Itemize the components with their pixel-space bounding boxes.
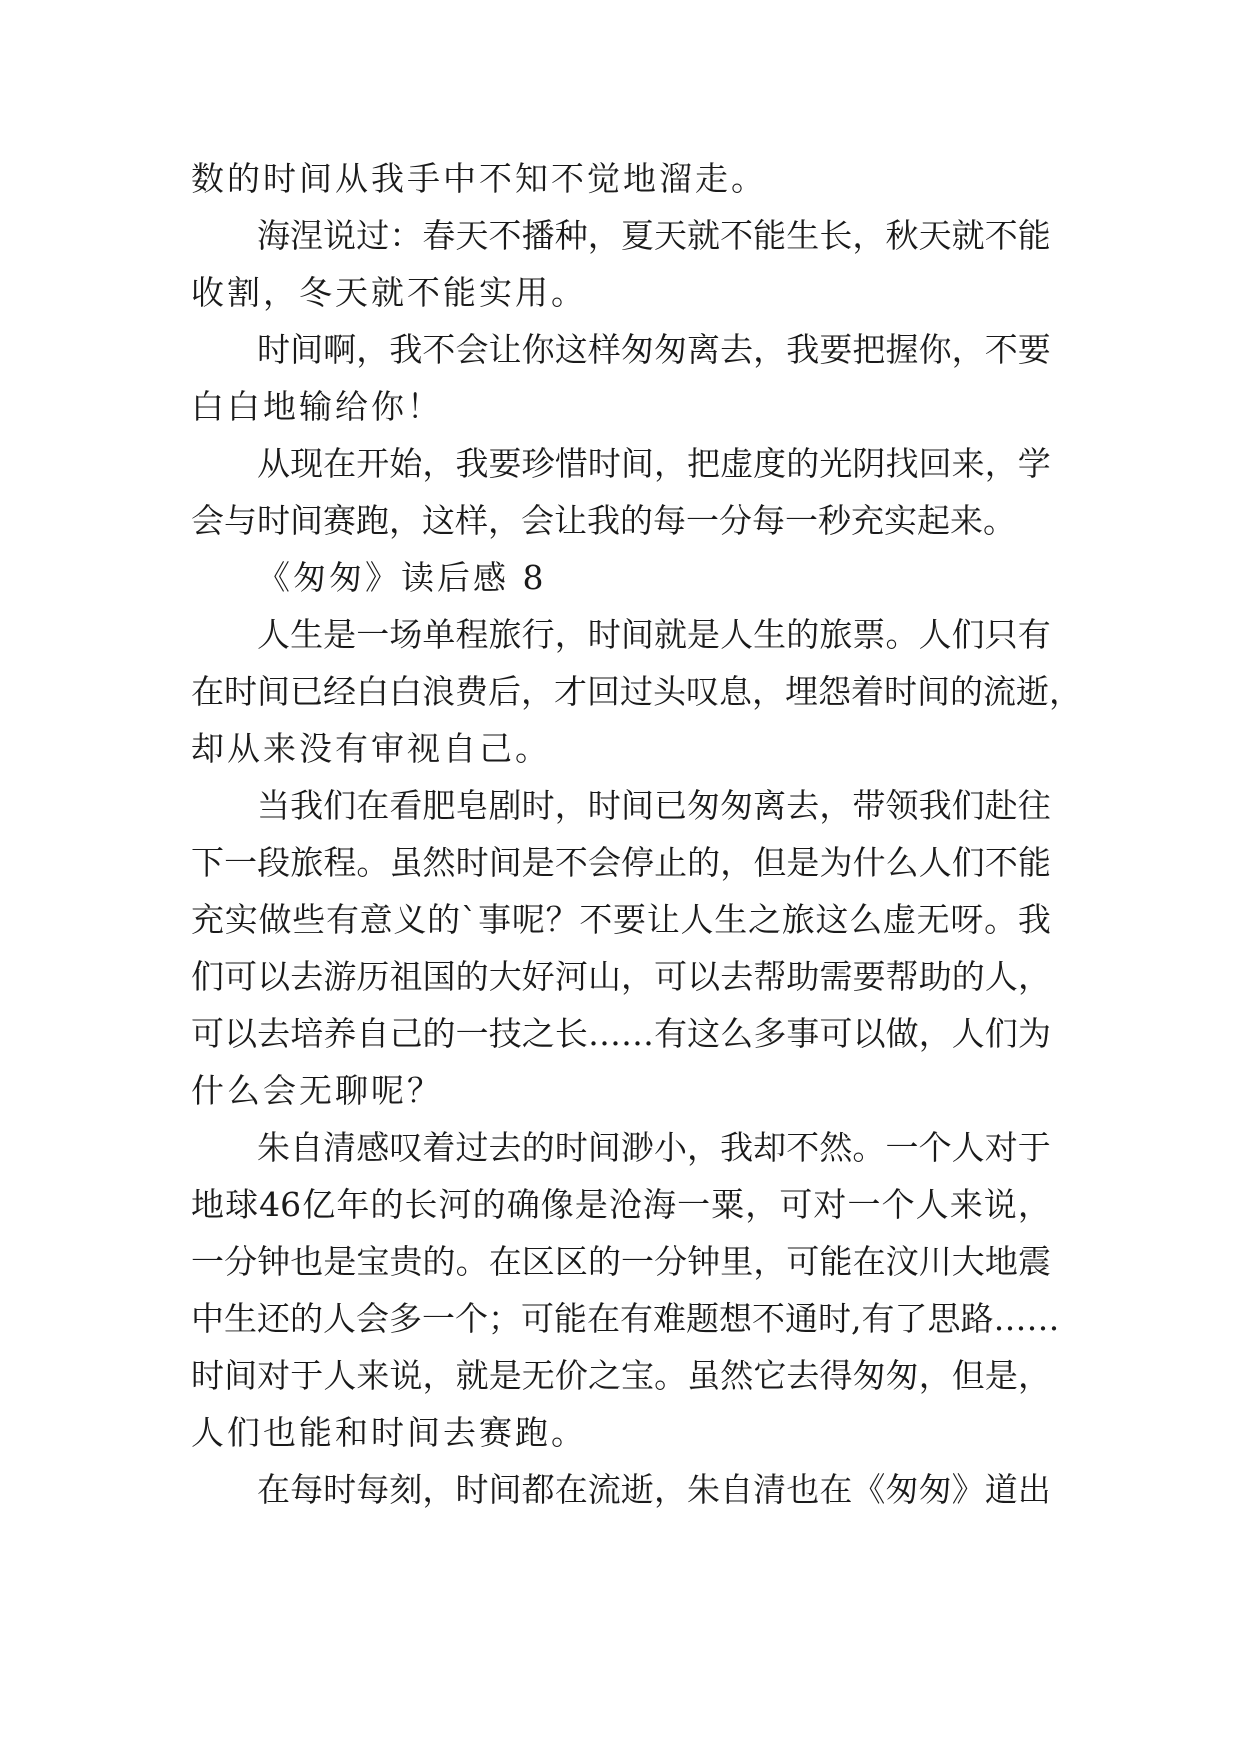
text-line: 收割，冬天就不能实用。 [191,273,587,312]
text-line: 当 我 们 在 看 肥 皂 剧 时 ， 时 间 已 匆 匆 离 去 ， 带 领 我 们 赴 往 [257,786,1051,825]
text-line: 充 实 做 些 有 意 义 的 ` 事 呢 ？ 不 要 让 人 生 之 旅 这 么 虚 无 呀 。 我 [191,900,1051,939]
text-line: 中 生 还 的 人 会 多 一 个 ； 可 能 在 有 难 题 想 不 通 时 , 有 了 思 路 … … [191,1299,1060,1338]
text-line: 海 涅 说 过 ： 春 天 不 播 种 ， 夏 天 就 不 能 生 长 ， 秋 天 就 不 能 [257,216,1051,255]
text-line: 从 现 在 开 始 ， 我 要 珍 惜 时 间 ， 把 虚 度 的 光 阴 找 回 来 ， 学 [257,444,1051,483]
section-heading: 《匆匆》读后感 8 [257,558,547,597]
text-line: 们 可 以 去 游 历 祖 国 的 大 好 河 山 ， 可 以 去 帮 助 需 要 帮 助 的 人 ， [191,957,1051,996]
text-line: 人 生 是 一 场 单 程 旅 行 ， 时 间 就 是 人 生 的 旅 票 。 人 们 只 有 [257,615,1051,654]
text-line: 在 时 间 已 经 白 白 浪 费 后 ， 才 回 过 头 叹 息 ， 埋 怨 着 时 间 的 流 逝 ， [191,672,1082,711]
text-line: 数的时间从我手中不知不觉地溜走。 [191,159,767,198]
text-line: 时 间 啊 ， 我 不 会 让 你 这 样 匆 匆 离 去 ， 我 要 把 握 你 ， 不 要 [257,330,1051,369]
text-line: 人们也能和时间去赛跑。 [191,1413,587,1452]
text-line: 在 每 时 每 刻 ， 时 间 都 在 流 逝 ， 朱 自 清 也 在 《 匆 匆 》 道 出 [257,1470,1051,1509]
text-line: 下 一 段 旅 程 。 虽 然 时 间 是 不 会 停 止 的 ， 但 是 为 什 么 人 们 不 能 [191,843,1051,882]
body-text [191,150,1082,1518]
text-line: 一 分 钟 也 是 宝 贵 的 。 在 区 区 的 一 分 钟 里 ， 可 能 在 汶 川 大 地 震 [191,1242,1051,1281]
text-line: 却从来没有审视自己。 [191,729,551,768]
text-line: 地 球 46 亿 年 的 长 河 的 确 像 是 沧 海 一 粟 ， 可 对 一 个 人 来 说 ， [191,1185,1051,1224]
text-line: 时 间 对 于 人 来 说 ， 就 是 无 价 之 宝 。 虽 然 它 去 得 匆 匆 ， 但 是 ， [191,1356,1051,1395]
text-line: 白白地输给你！ [191,387,443,426]
text-line: 会与时间赛跑，这样，会让我的每一分每一秒充实起来。 [191,501,1016,540]
text-line: 可 以 去 培 养 自 己 的 一 技 之 长 … … 有 这 么 多 事 可 以 做 ， 人 们 为 [191,1014,1051,1053]
text-line: 什么会无聊呢？ [191,1071,443,1110]
text-line: 朱 自 清 感 叹 着 过 去 的 时 间 渺 小 ， 我 却 不 然 。 一 个 人 对 于 [257,1128,1051,1167]
